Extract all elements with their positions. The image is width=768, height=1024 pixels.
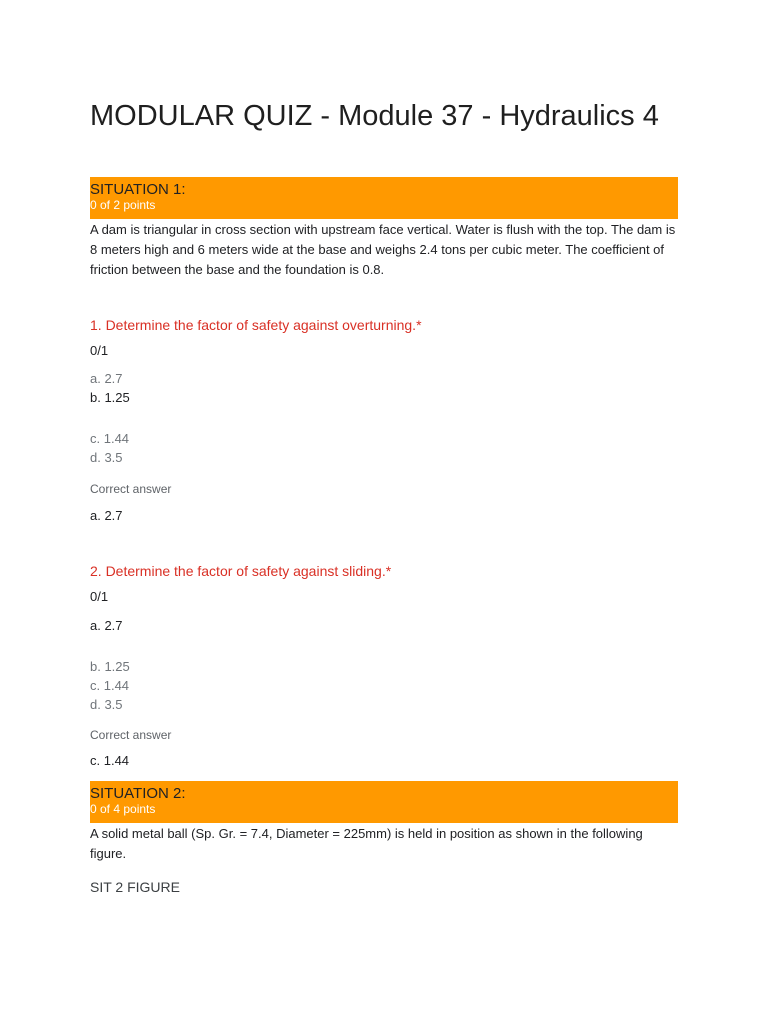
correct-answer-label: Correct answer	[90, 728, 172, 742]
answer-option[interactable]: d. 3.5	[90, 450, 123, 465]
question-score: 0/1	[90, 589, 109, 604]
section-points: 0 of 2 points	[90, 198, 156, 212]
answer-option[interactable]: d. 3.5	[90, 697, 123, 712]
answer-option-selected[interactable]: b. 1.25	[90, 390, 130, 405]
section-points: 0 of 4 points	[90, 802, 156, 816]
section-title: SITUATION 1:	[90, 181, 186, 198]
page-title: MODULAR QUIZ - Module 37 - Hydraulics 4	[90, 100, 659, 132]
question-2-title	[90, 562, 391, 580]
correct-answer-label: Correct answer	[90, 482, 172, 496]
answer-option-selected[interactable]: a. 2.7	[90, 618, 123, 633]
section-description: A solid metal ball (Sp. Gr. = 7.4, Diameter = 225mm) is held in position as shown in the following figure.	[90, 826, 643, 861]
required-marker: *	[416, 317, 422, 333]
required-marker: *	[385, 563, 392, 579]
answer-option[interactable]: b. 1.25	[90, 659, 130, 674]
correct-answer-value: c. 1.44	[90, 753, 130, 768]
section-header-situation-2	[90, 781, 678, 823]
answer-option[interactable]: c. 1.44	[90, 431, 130, 446]
section-title: SITUATION 2:	[90, 785, 186, 802]
answer-option[interactable]: c. 1.44	[90, 678, 130, 693]
question-text: 1. Determine the factor of safety against overturning.	[90, 317, 417, 333]
figure-label: SIT 2 FIGURE	[90, 879, 180, 895]
section-header-situation-1	[90, 177, 678, 219]
question-1-title	[90, 316, 422, 334]
section-description: A dam is triangular in cross section with upstream face vertical. Water is flush with the top. The dam is 8 meters high and 6 meters wide at the base and weighs 2.4 tons per cubic meter. The coefficient of friction between the base and the foundation is 0.8.	[90, 222, 676, 277]
answer-option[interactable]: a. 2.7	[90, 371, 123, 386]
correct-answer-value: a. 2.7	[90, 508, 123, 523]
question-score: 0/1	[90, 343, 109, 358]
question-text: 2. Determine the factor of safety against sliding.	[90, 563, 386, 579]
